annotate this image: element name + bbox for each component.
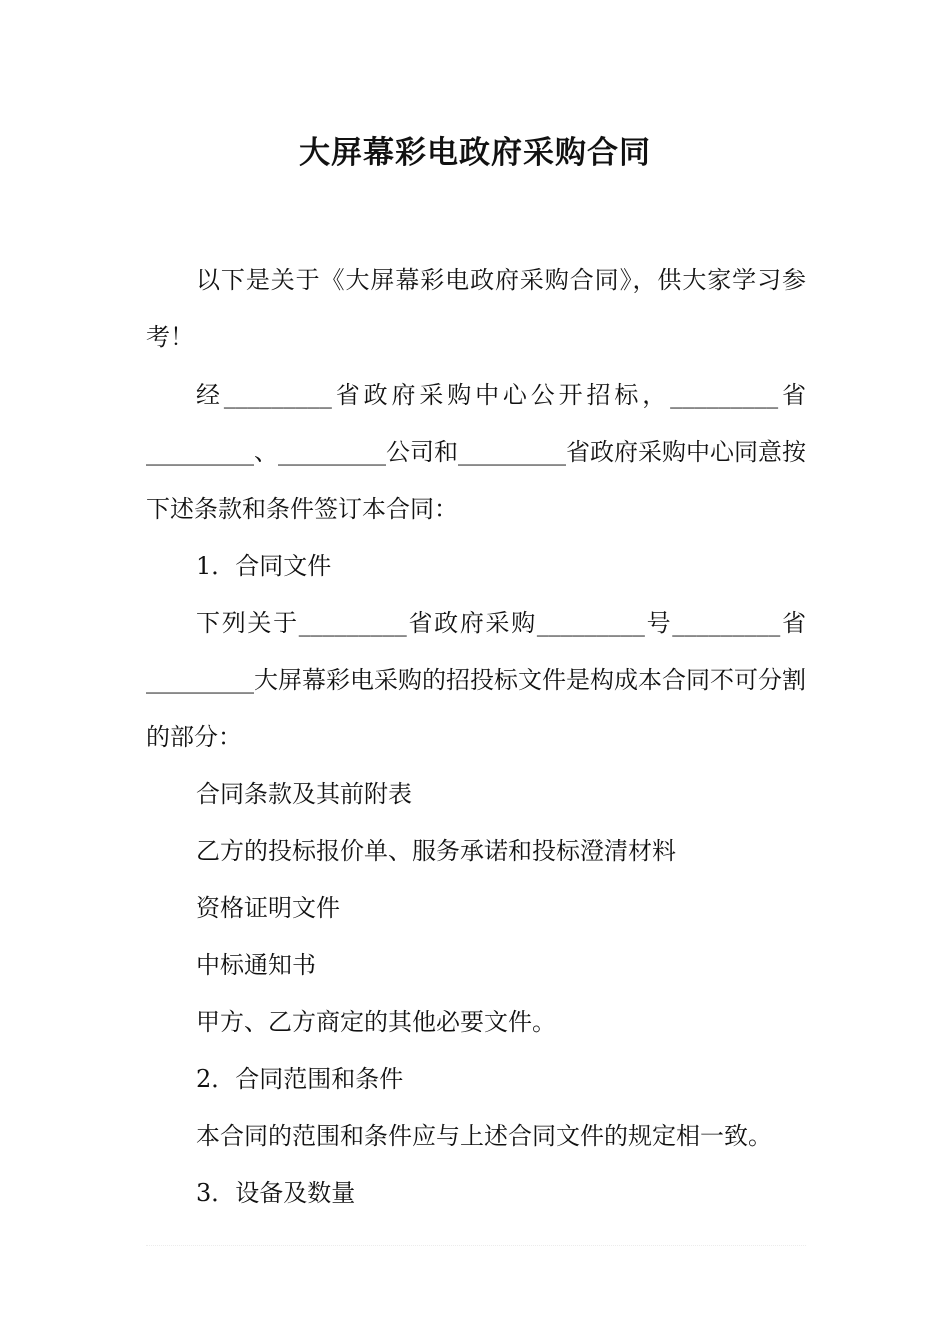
section-2-paragraph: 本合同的范围和条件应与上述合同文件的规定相一致。 (196, 1122, 772, 1150)
page-divider (146, 1245, 806, 1248)
doc-list-item-2: 乙方的投标报价单、服务承诺和投标澄清材料 (196, 837, 676, 865)
section-1-paragraph: 下列关于_________省政府采购_________号_________省_________大屏幕彩电采购的招投标文件是构成本合同不可分割的部分： (146, 609, 806, 751)
doc-list-item-4: 中标通知书 (196, 951, 316, 979)
doc-list-item-5: 甲方、乙方商定的其他必要文件。 (196, 1008, 556, 1036)
section-1-heading: 1．合同文件 (196, 552, 332, 580)
doc-list-item-3: 资格证明文件 (196, 894, 340, 922)
section-2-heading: 2．合同范围和条件 (196, 1065, 404, 1093)
doc-list-item-1: 合同条款及其前附表 (196, 780, 412, 808)
document-title: 大屏幕彩电政府采购合同 (299, 135, 651, 171)
preamble-paragraph: 经_________省政府采购中心公开招标，_________省_________、_________公司和_________省政府采购中心同意按下述条款和条件签订本合同： (146, 381, 806, 523)
intro-paragraph: 以下是关于《大屏幕彩电政府采购合同》，供大家学习参考！ (146, 266, 806, 351)
section-3-heading: 3．设备及数量 (196, 1179, 356, 1207)
